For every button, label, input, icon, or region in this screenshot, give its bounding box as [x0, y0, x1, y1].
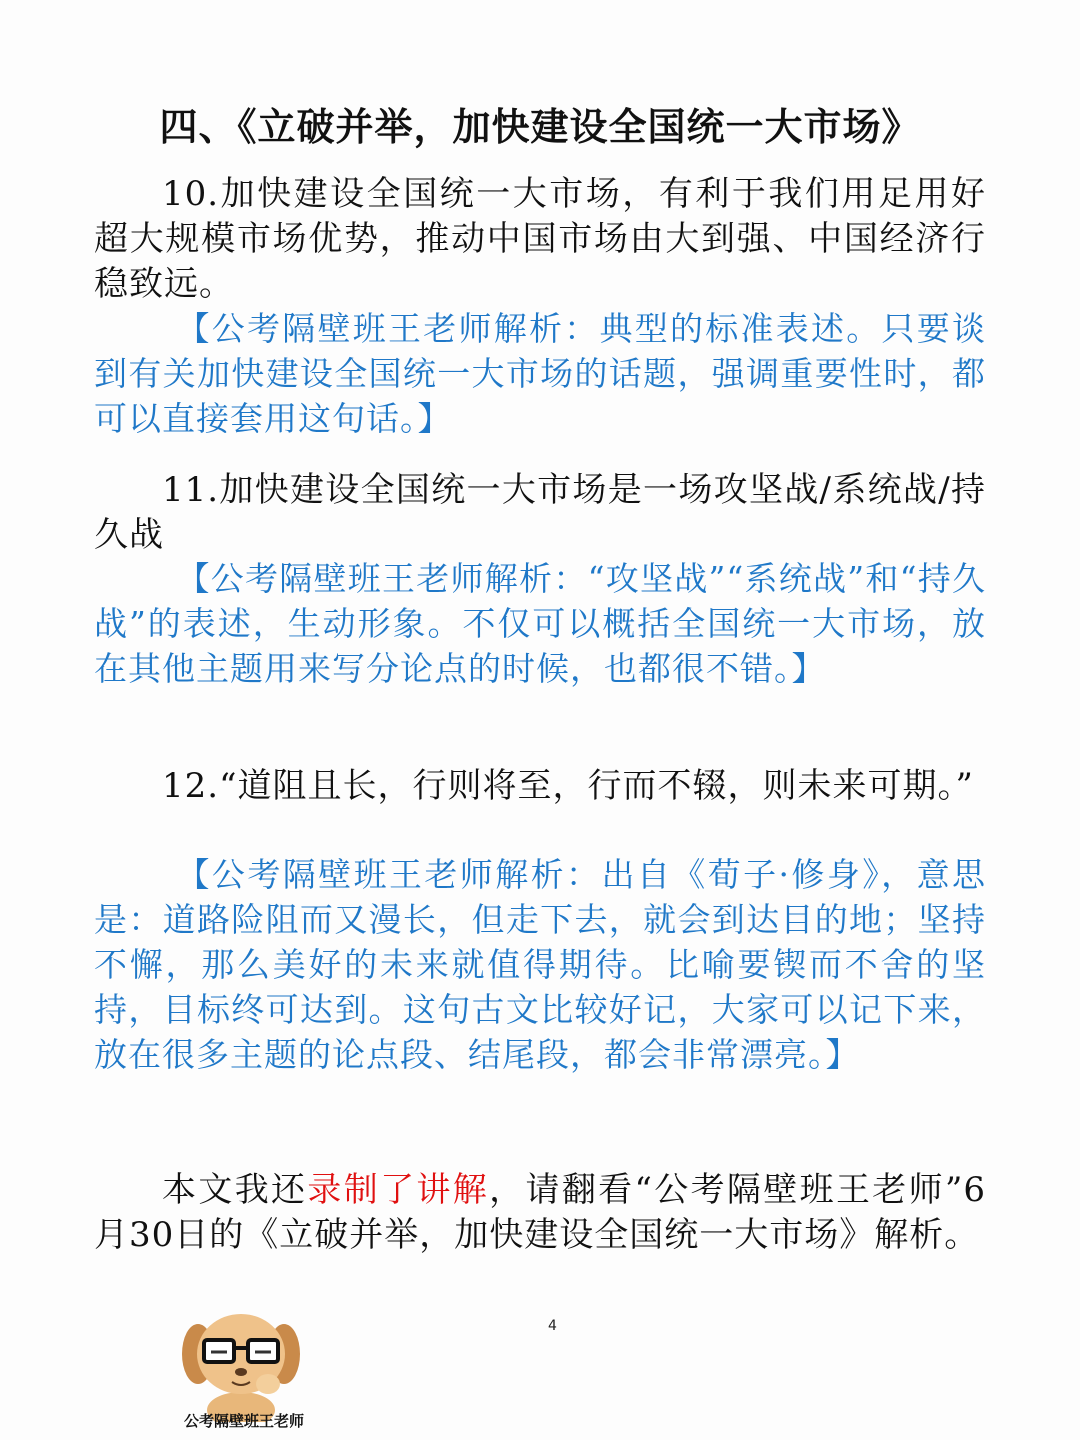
closing-paragraph: [94, 1168, 986, 1258]
item-11-note: 【公考隔壁班王老师解析：“攻坚战”“系统战”和“持久战”的表述，生动形象。不仅可以概括全国统一大市场，放在其他主题用来写分论点的时候，也都很不错。】: [94, 559, 986, 688]
item-10-note: 【公考隔壁班王老师解析：典型的标准表述。只要谈到有关加快建设全国统一大市场的话题，强调重要性时，都可以直接套用这句话。】: [94, 309, 986, 438]
mascot-dog-icon: [176, 1302, 306, 1422]
closing-highlight: 录制了讲解: [307, 1170, 490, 1210]
closing-after: ，请翻看“公考隔壁班王老师”6月30日的《立破并举，加快建设全国统一大市场》解析。: [94, 1170, 987, 1255]
page-number: 4: [548, 1318, 557, 1334]
closing-before: 本文我还: [162, 1170, 308, 1210]
page-title: 四、《立破并举，加快建设全国统一大市场》: [159, 105, 921, 149]
item-10-text: 10.加快建设全国统一大市场，有利于我们用足用好超大规模市场优势，推动中国市场由大到强、中国经济行稳致远。: [94, 174, 986, 304]
item-11-text: 11.加快建设全国统一大市场是一场攻坚战/系统战/持久战: [94, 470, 986, 555]
mascot-label: 公考隔壁班王老师: [183, 1412, 304, 1430]
item-12-text: 12.“道阻且长，行则将至，行而不辍，则未来可期。”: [162, 766, 974, 806]
item-12-note: 【公考隔壁班王老师解析：出自《荀子·修身》，意思是：道路险阻而又漫长，但走下去，就会到达目的地；坚持不懈，那么美好的未来就值得期待。比喻要锲而不舍的坚持，目标终可达到。这句古文比较好记，大家可以记下来，放在很多主题的论点段、结尾段，都会非常漂亮。】: [94, 855, 986, 1074]
